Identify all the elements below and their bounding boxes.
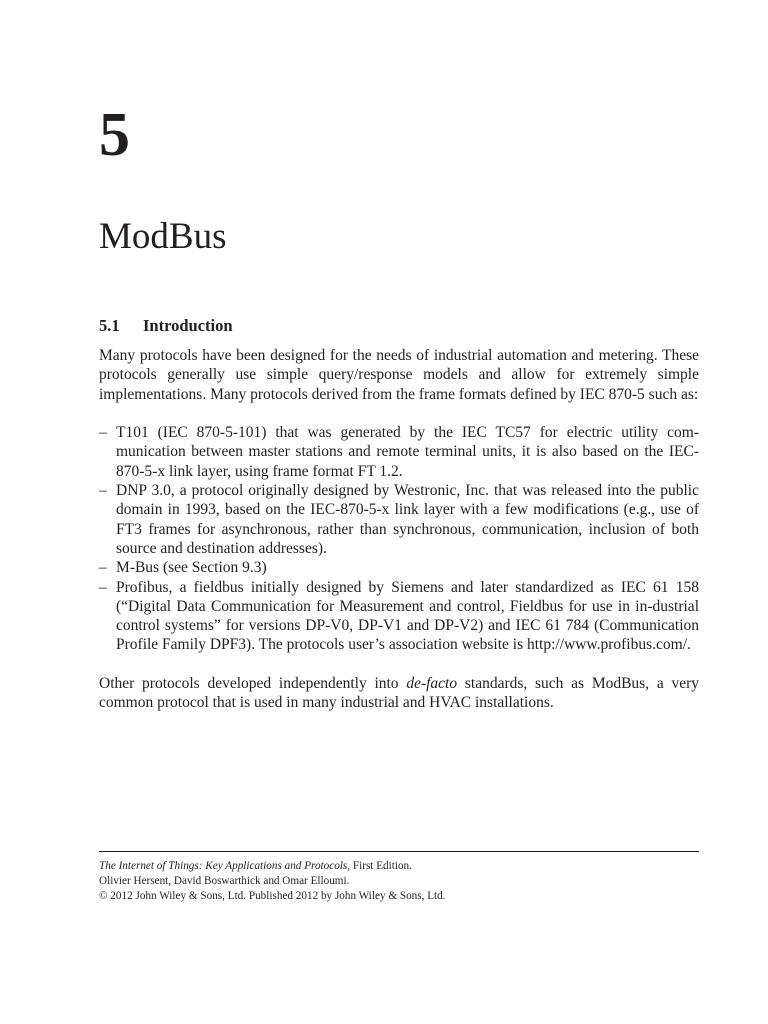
footer-copyright: © 2012 John Wiley & Sons, Ltd. Published 2012 by John Wiley & Sons, Ltd. (99, 890, 446, 902)
closing-text-before: Other protocols developed independently into (99, 675, 407, 693)
list-item-text: T101 (IEC 870-5-101) that was generated by the IEC TC57 for electric utility com-munication between master stations and remote terminal units, it is also based on the IEC-870-5-x link layer, using frame format FT 1.2. (116, 424, 699, 480)
list-dash: – (99, 482, 107, 500)
closing-paragraph (99, 674, 699, 713)
chapter-title: ModBus (99, 216, 227, 257)
list-item-profibus (99, 578, 699, 655)
chapter-number: 5 (99, 101, 129, 169)
closing-text-emphasis: de-facto (406, 675, 458, 693)
list-item-t101 (99, 423, 699, 481)
intro-paragraph: Many protocols have been designed for the needs of industrial automation and metering. These protocols generally use simple query/response models and allow for extremely simple implementations. Many protocols derived from the frame formats defined by IEC 870-5 such as: (99, 347, 699, 403)
section-heading (99, 318, 233, 335)
list-item-dnp3 (99, 481, 699, 558)
list-item-text: Profibus, a fieldbus initially designed by Siemens and later standardized as IEC 61 158 (“Digital Data Communication for Measurement and control, Fieldbus for use in in-dustrial control systems” for versions DP-V0, DP-V1 and DP-V2) and IEC 61 784 (Communication Profile Family DPF3). The protocols user’s association website is http://www.profibus.com/. (116, 578, 699, 654)
body-text (99, 346, 699, 713)
closing-text-after: standards, such as ModBus, a very common protocol that is used in many industrial and HVAC installations. (99, 675, 699, 712)
section-number: 5.1 (99, 316, 120, 335)
footer-title-line (99, 859, 699, 874)
list-item-text: M-Bus (see Section 9.3) (116, 559, 267, 577)
list-item-text: DNP 3.0, a protocol originally designed by Westronic, Inc. that was released into the public domain in 1993, based on the IEC-870-5-x link layer with a few modifications (e.g., use of FT3 frames for asynchronous, rather than synchronous, communication, inclusion of both source and destination addresses). (116, 482, 699, 557)
footer-authors: Olivier Hersent, David Boswarthick and Omar Elloumi. (99, 875, 350, 887)
list-dash: – (99, 578, 107, 596)
footer-divider (99, 851, 699, 852)
protocol-list (99, 423, 699, 655)
list-dash: – (99, 559, 107, 577)
document-page (99, 0, 699, 1024)
list-dash: – (99, 424, 107, 442)
book-title: The Internet of Things: Key Applications and Protocols (99, 860, 348, 872)
section-title: Introduction (143, 316, 233, 335)
book-edition: , First Edition. (347, 860, 412, 872)
book-footer (99, 859, 699, 904)
list-item-mbus (99, 558, 699, 577)
